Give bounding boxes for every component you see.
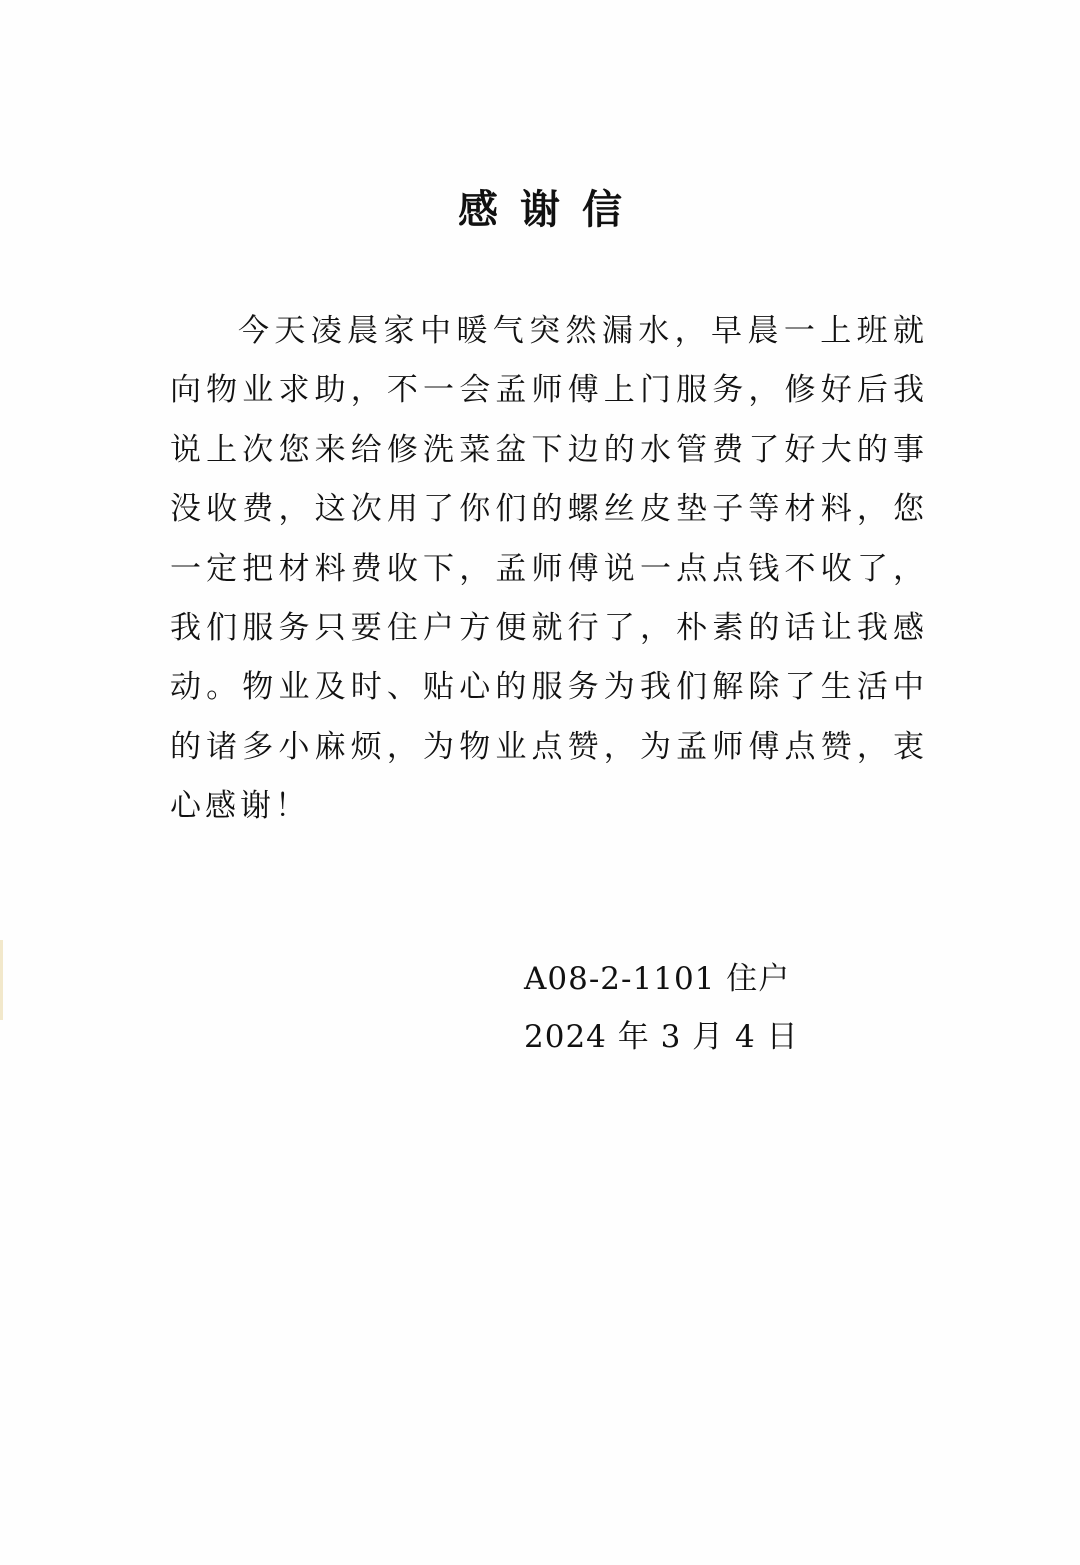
letter-title: 感谢信 (458, 187, 644, 233)
signature-block (524, 950, 799, 1066)
letter-body: 今天凌晨家中暖气突然漏水，早晨一上班就向物业求助，不一会孟师傅上门服务，修好后我说上次您来给修洗菜盆下边的水管费了好大的事没收费，这次用了你们的螺丝皮垫子等材料，您一定把材料费收下，孟师傅说一点点钱不收了，我们服务只要住户方便就行了，朴素的话让我感动。物业及时、贴心的服务为我们解除了生活中的诸多小麻烦，为物业点赞，为孟师傅点赞，衷心感谢！ (170, 313, 928, 825)
scan-edge-mark (0, 940, 3, 1020)
date-line: 2024 年 3 月 4 日 (524, 1019, 799, 1055)
signature-line: A08-2-1101 住户 (524, 961, 791, 997)
